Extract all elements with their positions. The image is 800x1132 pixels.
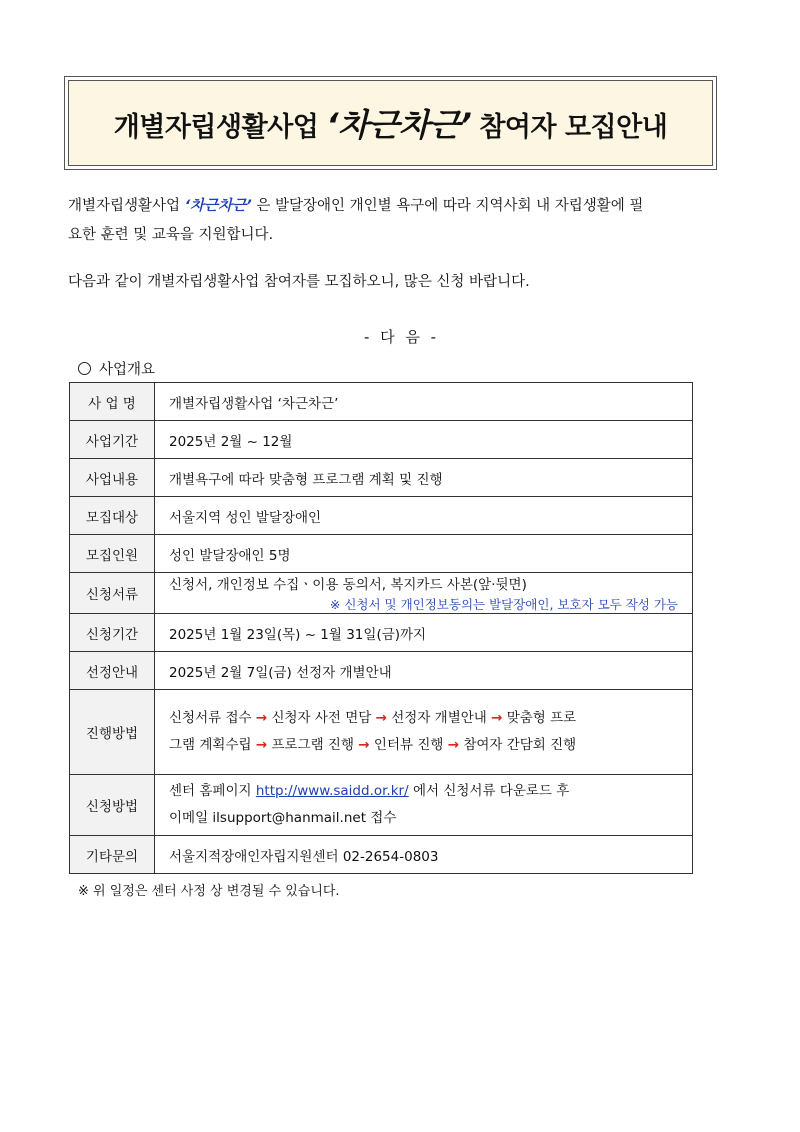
- apply-method: [155, 775, 693, 836]
- intro-emphasis: ‘차근차근’: [184, 198, 252, 214]
- overview-table: [69, 382, 693, 874]
- apply-suffix: 에서 신청서류 다운로드 후: [412, 783, 570, 799]
- row-label: 모집대상: [70, 497, 155, 535]
- footnote: ※ 위 일정은 센터 사정 상 변경될 수 있습니다.: [78, 884, 340, 899]
- process-step: 선정자 개별안내: [391, 710, 487, 726]
- arrow-right-icon: →: [447, 737, 460, 753]
- process-step: 맞춤형 프로: [506, 710, 577, 726]
- title-prefix: 개별자립생활사업: [113, 112, 319, 143]
- intro-line-1: [68, 192, 718, 221]
- row-label: 기타문의: [70, 836, 155, 874]
- arrow-right-icon: →: [255, 710, 268, 726]
- row-value: 2025년 2월 7일(금) 선정자 개별안내: [155, 652, 693, 690]
- row-value: 성인 발달장애인 5명: [155, 535, 693, 573]
- table-row: [70, 383, 693, 421]
- row-value: [155, 573, 693, 614]
- row-label: 선정안내: [70, 652, 155, 690]
- table-row: [70, 421, 693, 459]
- section-title: [78, 358, 155, 379]
- da-eum-heading: - 다 음 -: [363, 328, 437, 346]
- process-steps: [155, 690, 693, 775]
- process-step: 참여자 간담회 진행: [463, 737, 577, 753]
- row-label: 신청방법: [70, 775, 155, 836]
- row-value: 서울지역 성인 발달장애인: [155, 497, 693, 535]
- arrow-right-icon: →: [491, 710, 503, 726]
- table-row: [70, 535, 693, 573]
- documents-list: 신청서, 개인정보 수집ㆍ이용 동의서, 복지카드 사본(앞·뒷면): [169, 577, 527, 593]
- process-step: 신청서류 접수: [169, 710, 252, 726]
- process-step: 신청자 사전 면담: [271, 710, 372, 726]
- arrow-right-icon: →: [375, 710, 387, 726]
- process-line-1: [169, 705, 678, 732]
- row-label: 진행방법: [70, 690, 155, 775]
- arrow-right-icon: →: [358, 737, 370, 753]
- apply-line-1: [169, 778, 678, 805]
- table-row: [70, 836, 693, 874]
- row-label: 사업내용: [70, 459, 155, 497]
- section-title-text: 사업개요: [99, 362, 156, 378]
- row-label: 신청기간: [70, 614, 155, 652]
- intro-prefix: 개별자립생활사업: [68, 198, 181, 214]
- row-value: 서울지적장애인자립지원센터 02-2654-0803: [155, 836, 693, 874]
- intro-suffix: 은 발달장애인 개인별 욕구에 따라 지역사회 내 자립생활에 필: [256, 198, 644, 214]
- table-row: [70, 497, 693, 535]
- table-row: [70, 459, 693, 497]
- page-title: [114, 100, 668, 146]
- circle-icon: [78, 362, 91, 375]
- row-value: 개별자립생활사업 ‘차근차근’: [155, 383, 693, 421]
- row-value: 2025년 1월 23일(목) ~ 1월 31일(금)까지: [155, 614, 693, 652]
- intro-paragraph: [68, 192, 718, 250]
- table-row: [70, 690, 693, 775]
- title-box: [68, 80, 713, 166]
- process-step: 그램 계획수립: [169, 737, 252, 753]
- title-emphasis: ‘차근차근’: [326, 106, 472, 144]
- row-label: 사 업 명: [70, 383, 155, 421]
- intro-line-3: 다음과 같이 개별자립생활사업 참여자를 모집하오니, 많은 신청 바랍니다.: [68, 274, 530, 290]
- row-label: 사업기간: [70, 421, 155, 459]
- row-value: 개별욕구에 따라 맞춤형 프로그램 계획 및 진행: [155, 459, 693, 497]
- table-row: [70, 652, 693, 690]
- process-step: 인터뷰 진행: [373, 737, 444, 753]
- apply-line-2: 이메일 ilsupport@hanmail.net 접수: [169, 810, 397, 826]
- table-row: [70, 573, 693, 614]
- process-step: 프로그램 진행: [271, 737, 354, 753]
- table-row: [70, 614, 693, 652]
- website-link[interactable]: http://www.saidd.or.kr/: [255, 783, 409, 799]
- table-row: [70, 775, 693, 836]
- title-suffix: 참여자 모집안내: [479, 112, 668, 143]
- row-value: 2025년 2월 ~ 12월: [155, 421, 693, 459]
- apply-prefix: 센터 홈페이지: [169, 783, 252, 799]
- row-label: 신청서류: [70, 573, 155, 614]
- row-label: 모집인원: [70, 535, 155, 573]
- intro-line-2: 요한 훈련 및 교육을 지원합니다.: [68, 227, 274, 243]
- documents-note: ※ 신청서 및 개인정보동의는 발달장애인, 보호자 모두 작성 가능: [329, 597, 678, 612]
- arrow-right-icon: →: [255, 737, 268, 753]
- process-line-2: [169, 732, 678, 759]
